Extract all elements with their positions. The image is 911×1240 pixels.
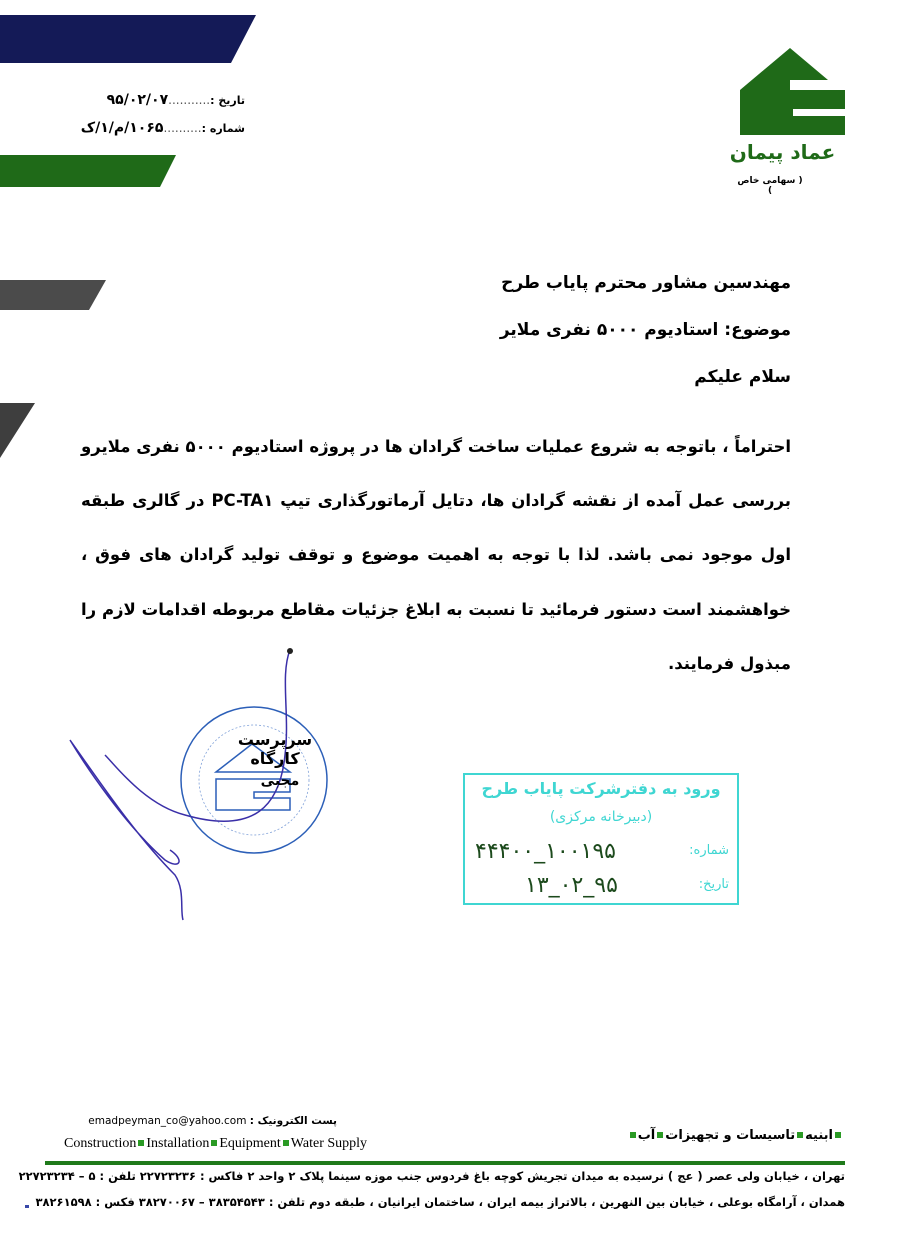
address-hamedan: همدان ، آرامگاه بوعلی ، خیابان بین النهرین ، بالاتراز بیمه ایران ، ساختمان ایرانیان ، طبقه دوم تلفن : ۳۸۳۵۴۵۴۳ – ۳۸۲۷۰۰۶۷ فکس : ۳۸۲۶۱۵۹۸ (35, 1195, 845, 1209)
dotted-leader: ........... (168, 93, 211, 107)
company-logo-icon (735, 45, 845, 135)
number-value: ۱۰۶۵/م/۱/ک (80, 120, 164, 136)
footer-email (62, 1115, 337, 1127)
body-line: بررسی عمل آمده از نقشه گرادان ها، دتایل آرماتورگذاری تیپ PC-TA۱ در گالری طبقه (81, 491, 791, 510)
company-name: عماد پیمان (729, 140, 836, 164)
received-date-value: ۹۵_۰۲_۱۳ (525, 873, 618, 898)
recipient: مهندسین مشاور محترم پایاب طرح (501, 273, 791, 293)
scan-speck (25, 1205, 29, 1208)
received-number-value: ۱۰۰۱۹۵_۴۴۴۰۰ (475, 839, 616, 864)
letter-date (60, 92, 245, 108)
received-stamp-title: ورود به دفترشرکت پایاب طرح (481, 779, 721, 798)
email-label: پست الکترونیک : (249, 1115, 337, 1127)
footer-services-en (64, 1136, 367, 1152)
decorative-gray-bar (0, 280, 106, 310)
body-line: خواهشمند است دستور فرمائید تا نسبت به ابلاغ جزئیات مقاطع مربوطه اقدامات لازم را (81, 600, 791, 619)
decorative-navy-bar (0, 15, 256, 63)
signatory-title: سرپرست کارگاه (237, 730, 313, 768)
number-label: شماره : (201, 122, 245, 135)
bullet-square-icon (211, 1140, 217, 1146)
service-fa: تاسیسات و تجهیزات (665, 1128, 796, 1143)
service-en: Water Supply (290, 1136, 368, 1151)
service-en: Construction (64, 1136, 137, 1151)
bullet-square-icon (138, 1140, 144, 1146)
footer-services-fa (628, 1128, 843, 1143)
company-type: ( سهامی خاص ) (737, 176, 803, 196)
service-en: Installation (146, 1136, 210, 1151)
dotted-leader: .......... (163, 121, 202, 135)
service-en: Equipment (219, 1136, 281, 1151)
signatory-name: مجبی (260, 773, 300, 789)
body-line: اول موجود نمی باشد. لذا با توجه به اهمیت موضوع و توقف تولید گرادان های فوق ، (81, 545, 791, 564)
bullet-square-icon (657, 1132, 663, 1138)
received-number-label: شماره: (689, 843, 729, 858)
service-fa: آب (637, 1128, 656, 1143)
greeting: سلام علیکم (694, 367, 791, 387)
received-date-label: تاریخ: (698, 877, 729, 892)
email-address[interactable]: emadpeyman_co@yahoo.com (88, 1115, 247, 1127)
body-line: احتراماً ، باتوجه به شروع عملیات ساخت گرادان ها در پروژه استادیوم ۵۰۰۰ نفری ملایرو (81, 437, 791, 456)
received-stamp (463, 773, 739, 905)
received-stamp-subtitle: (دبیرخانه مرکزی) (549, 809, 653, 825)
bullet-square-icon (797, 1132, 803, 1138)
date-label: تاریخ : (210, 94, 245, 107)
bullet-square-icon (630, 1132, 636, 1138)
bullet-square-icon (283, 1140, 289, 1146)
body-line: مبذول فرمایند. (667, 654, 791, 673)
letter-number (60, 120, 245, 136)
address-tehran: تهران ، خیابان ولی عصر ( عج ) نرسیده به میدان تجریش کوچه باغ فردوس جنب موزه سینما پلاک ۲ واحد ۲ فاکس : ۲۲۷۲۳۲۳۶ تلفن : ۵ – ۲۲۷۲۳۲۳۴ (18, 1169, 845, 1183)
decorative-green-bar (0, 155, 176, 187)
subject: موضوع: استادیوم ۵۰۰۰ نفری ملایر (499, 320, 791, 340)
decorative-gray-triangle (0, 403, 35, 458)
service-fa: ابنیه (805, 1128, 833, 1143)
bullet-square-icon (835, 1132, 841, 1138)
footer-divider (45, 1161, 845, 1165)
date-value: ۹۵/۰۲/۰۷ (106, 92, 169, 108)
